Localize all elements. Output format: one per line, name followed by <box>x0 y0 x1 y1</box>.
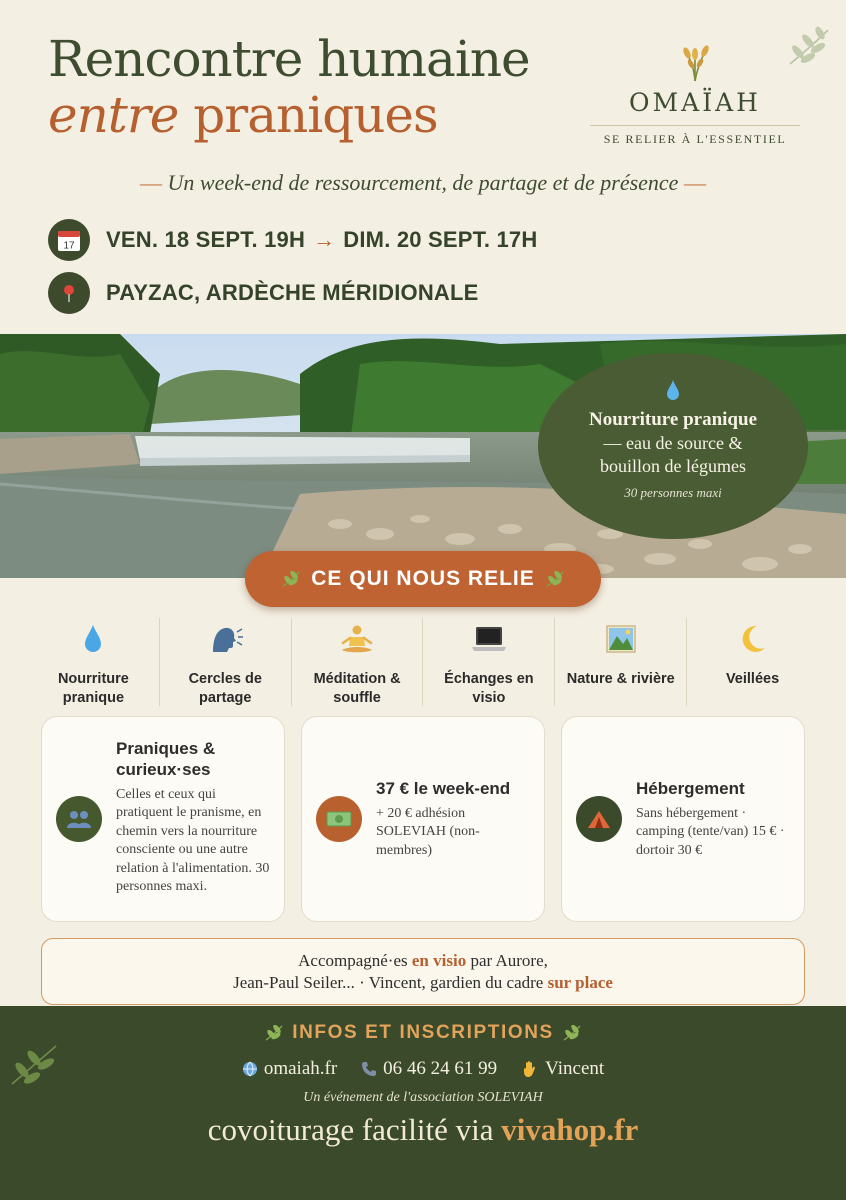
food-info-bubble <box>538 353 808 539</box>
card-title: 37 € le week-end <box>376 778 511 798</box>
contact-row <box>0 1058 846 1080</box>
speaking-head-icon <box>205 622 245 656</box>
laptop-icon <box>469 622 509 656</box>
moon-icon <box>733 622 773 656</box>
brand-name: OMAÏAH <box>629 88 761 117</box>
card-text: Sans hébergement · camping (tente/van) 15 € · dortoir 30 € <box>636 805 785 858</box>
droplet-icon <box>665 379 681 401</box>
footer <box>0 1006 846 1200</box>
footer-heading-label: INFOS ET INSCRIPTIONS <box>292 1022 554 1043</box>
logo-divider <box>590 125 800 126</box>
landscape-icon <box>601 622 641 656</box>
feature-label-1: Échanges en <box>444 671 534 687</box>
carpool-line <box>0 1112 846 1148</box>
title-italic-word: entre <box>48 86 179 144</box>
location-badge <box>48 272 90 314</box>
calendar-badge <box>48 219 90 261</box>
money-icon <box>326 810 352 828</box>
subtitle-dash-right: — <box>683 170 706 195</box>
accomp-text-3: Jean-Paul Seiler... · Vincent, gardien du cadre <box>233 973 544 992</box>
contact-person <box>521 1058 604 1080</box>
herb-icon <box>264 1024 284 1042</box>
website-link[interactable] <box>242 1058 337 1080</box>
feature-label-1: Nature & rivière <box>566 671 675 687</box>
hand-icon <box>521 1060 539 1078</box>
section-pill <box>245 551 601 607</box>
feature-label-1: Méditation & <box>313 671 401 687</box>
bubble-capacity: 30 personnes maxi <box>624 485 722 500</box>
contact-name: Vincent <box>545 1058 605 1079</box>
brand-tagline: SE RELIER À L'ESSENTIEL <box>603 132 787 146</box>
event-start: VEN. 18 SEPT. 19H <box>106 227 306 252</box>
feature-meditation <box>291 618 423 706</box>
feature-nourriture <box>28 618 159 706</box>
feature-label-2: souffle <box>333 690 381 706</box>
event-location: PAYZAC, ARDÈCHE MÉRIDIONALE <box>106 280 479 305</box>
subtitle-text: Un week-end de ressourcement, de partage et de présence <box>167 170 679 195</box>
feature-veillees <box>686 618 818 706</box>
title-line-2 <box>48 86 438 144</box>
card-participants <box>41 716 285 922</box>
bubble-line-1: — eau de source & <box>603 433 743 453</box>
card-price <box>301 716 545 922</box>
phone-icon <box>361 1061 377 1077</box>
feature-label-2: pranique <box>62 690 125 706</box>
omaiah-logo <box>590 44 800 147</box>
people-icon <box>66 808 92 830</box>
carpool-link[interactable]: vivahop.fr <box>501 1112 639 1147</box>
olive-branch-icon <box>784 26 832 68</box>
accomp-text-2: par Aurore, <box>470 951 548 970</box>
money-badge <box>316 796 362 842</box>
accompaniment-box <box>41 938 805 1005</box>
feature-label-1: Nourriture <box>57 671 129 687</box>
feature-label-1: Veillées <box>725 671 780 687</box>
phone-link[interactable] <box>361 1058 497 1080</box>
association-note: Un événement de l'association SOLEVIAH <box>303 1090 543 1105</box>
website-text: omaiah.fr <box>263 1058 338 1079</box>
subtitle <box>0 170 846 196</box>
card-lodging <box>561 716 805 922</box>
feature-label-2: visio <box>472 690 506 706</box>
bubble-title: Nourriture pranique <box>588 409 757 430</box>
date-arrow: → <box>313 227 336 252</box>
subtitle-dash-left: — <box>140 170 163 195</box>
location-row <box>48 272 479 314</box>
carpool-text: covoiturage facilité via <box>207 1112 494 1147</box>
pin-icon <box>60 283 78 303</box>
card-text: + 20 € adhésion SOLEVIAH (non-membres) <box>376 805 480 858</box>
accomp-highlight-visio: en visio <box>411 951 467 970</box>
feature-label-2: partage <box>199 690 252 706</box>
droplet-icon <box>73 622 113 656</box>
title-word: praniques <box>193 86 438 144</box>
globe-icon <box>242 1061 258 1077</box>
card-title-1: Praniques & <box>116 738 216 758</box>
feature-label-1: Cercles de <box>188 671 262 687</box>
people-badge <box>56 796 102 842</box>
bubble-line-2: bouillon de légumes <box>600 456 746 476</box>
meditation-icon <box>337 622 377 656</box>
feature-nature <box>554 618 686 706</box>
accomp-text-1: Accompagné·es <box>298 951 408 970</box>
footer-heading <box>0 1022 846 1044</box>
accomp-highlight-place: sur place <box>547 973 613 992</box>
phone-text: 06 46 24 61 99 <box>383 1058 498 1079</box>
calendar-day: 17 <box>63 240 75 252</box>
event-end: DIM. 20 SEPT. 17H <box>343 227 538 252</box>
herb-icon <box>281 570 301 588</box>
feature-cercles <box>159 618 291 706</box>
section-pill-label: CE QUI NOUS RELIE <box>311 567 535 590</box>
wheat-icon <box>675 44 715 82</box>
card-title: Hébergement <box>636 778 745 798</box>
date-row <box>48 219 537 261</box>
title-line-1: Rencontre humaine <box>48 30 530 88</box>
feature-echanges <box>422 618 554 706</box>
tent-icon <box>587 809 611 829</box>
card-text: Celles et ceux qui pratiquent le pranisme, en chemin vers la nourriture consciente ou une autre relation à l'alimentation. 30 personnes maxi. <box>116 786 270 894</box>
herb-icon <box>562 1024 582 1042</box>
herb-icon <box>545 570 565 588</box>
tent-badge <box>576 796 622 842</box>
features-row <box>28 618 818 706</box>
calendar-icon <box>57 228 81 252</box>
card-title-2: curieux·ses <box>116 759 211 779</box>
